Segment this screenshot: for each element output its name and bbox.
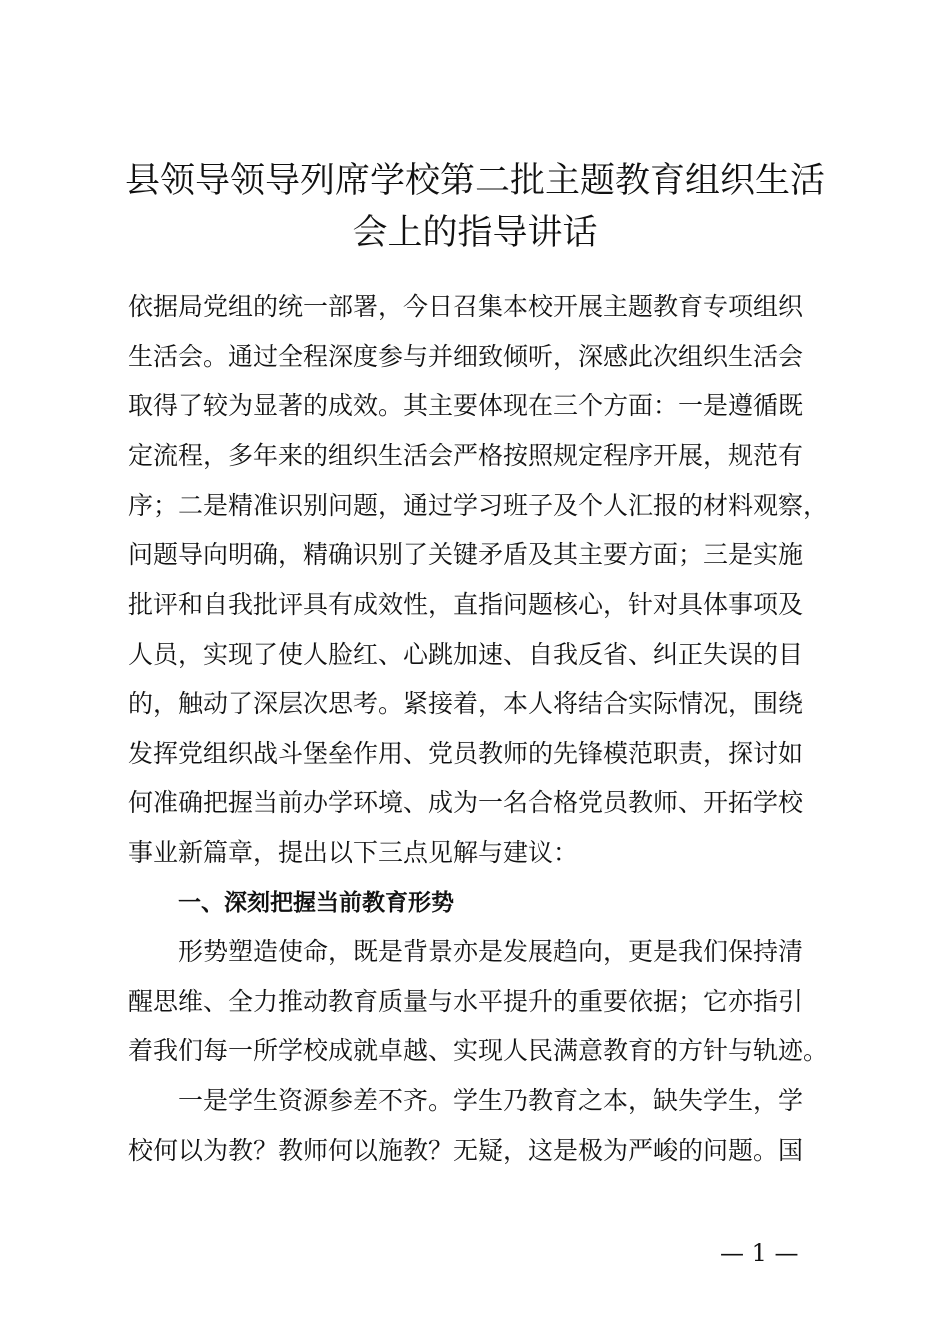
paragraph-line: 醒思维、全力推动教育质量与水平提升的重要依据；它亦指引 xyxy=(128,987,804,1016)
document-title-line-2: 会上的指导讲话 xyxy=(352,213,598,253)
paragraph-line: 发挥党组织战斗堡垒作用、党员教师的先锋模范职责，探讨如 xyxy=(128,739,804,768)
paragraph-line: 生活会。通过全程深度参与并细致倾听，深感此次组织生活会 xyxy=(128,342,804,371)
paragraph-line: 人员，实现了使人脸红、心跳加速、自我反省、纠正失误的目 xyxy=(128,640,804,669)
paragraph-line: 校何以为教？教师何以施教？无疑，这是极为严峻的问题。国 xyxy=(128,1136,804,1165)
paragraph-line: 序；二是精准识别问题，通过学习班子及个人汇报的材料观察， xyxy=(128,491,829,520)
paragraph-line: 依据局党组的统一部署，今日召集本校开展主题教育专项组织 xyxy=(128,292,804,321)
paragraph-line: 的，触动了深层次思考。紧接着，本人将结合实际情况，围绕 xyxy=(128,689,804,718)
page-number: — 1 — xyxy=(720,1239,799,1267)
paragraph-line: 定流程，多年来的组织生活会严格按照规定程序开展，规范有 xyxy=(128,441,804,470)
paragraph-line: 问题导向明确，精确识别了关键矛盾及其主要方面；三是实施 xyxy=(128,540,804,569)
paragraph-line: 一是学生资源参差不齐。学生乃教育之本，缺失学生，学 xyxy=(178,1086,804,1115)
section-heading: 一、深刻把握当前教育形势 xyxy=(178,890,454,916)
document-title-line-1: 县领导领导列席学校第二批主题教育组织生活 xyxy=(124,161,825,201)
paragraph-line: 何准确把握当前办学环境、成为一名合格党员教师、开拓学校 xyxy=(128,788,804,817)
paragraph-line: 取得了较为显著的成效。其主要体现在三个方面：一是遵循既 xyxy=(128,391,804,420)
paragraph-line: 着我们每一所学校成就卓越、实现人民满意教育的方针与轨迹。 xyxy=(128,1036,829,1065)
paragraph-line: 事业新篇章，提出以下三点见解与建议： xyxy=(128,838,579,867)
paragraph-line: 形势塑造使命，既是背景亦是发展趋向，更是我们保持清 xyxy=(178,937,804,966)
paragraph-line: 批评和自我批评具有成效性，直指问题核心，针对具体事项及 xyxy=(128,590,804,619)
